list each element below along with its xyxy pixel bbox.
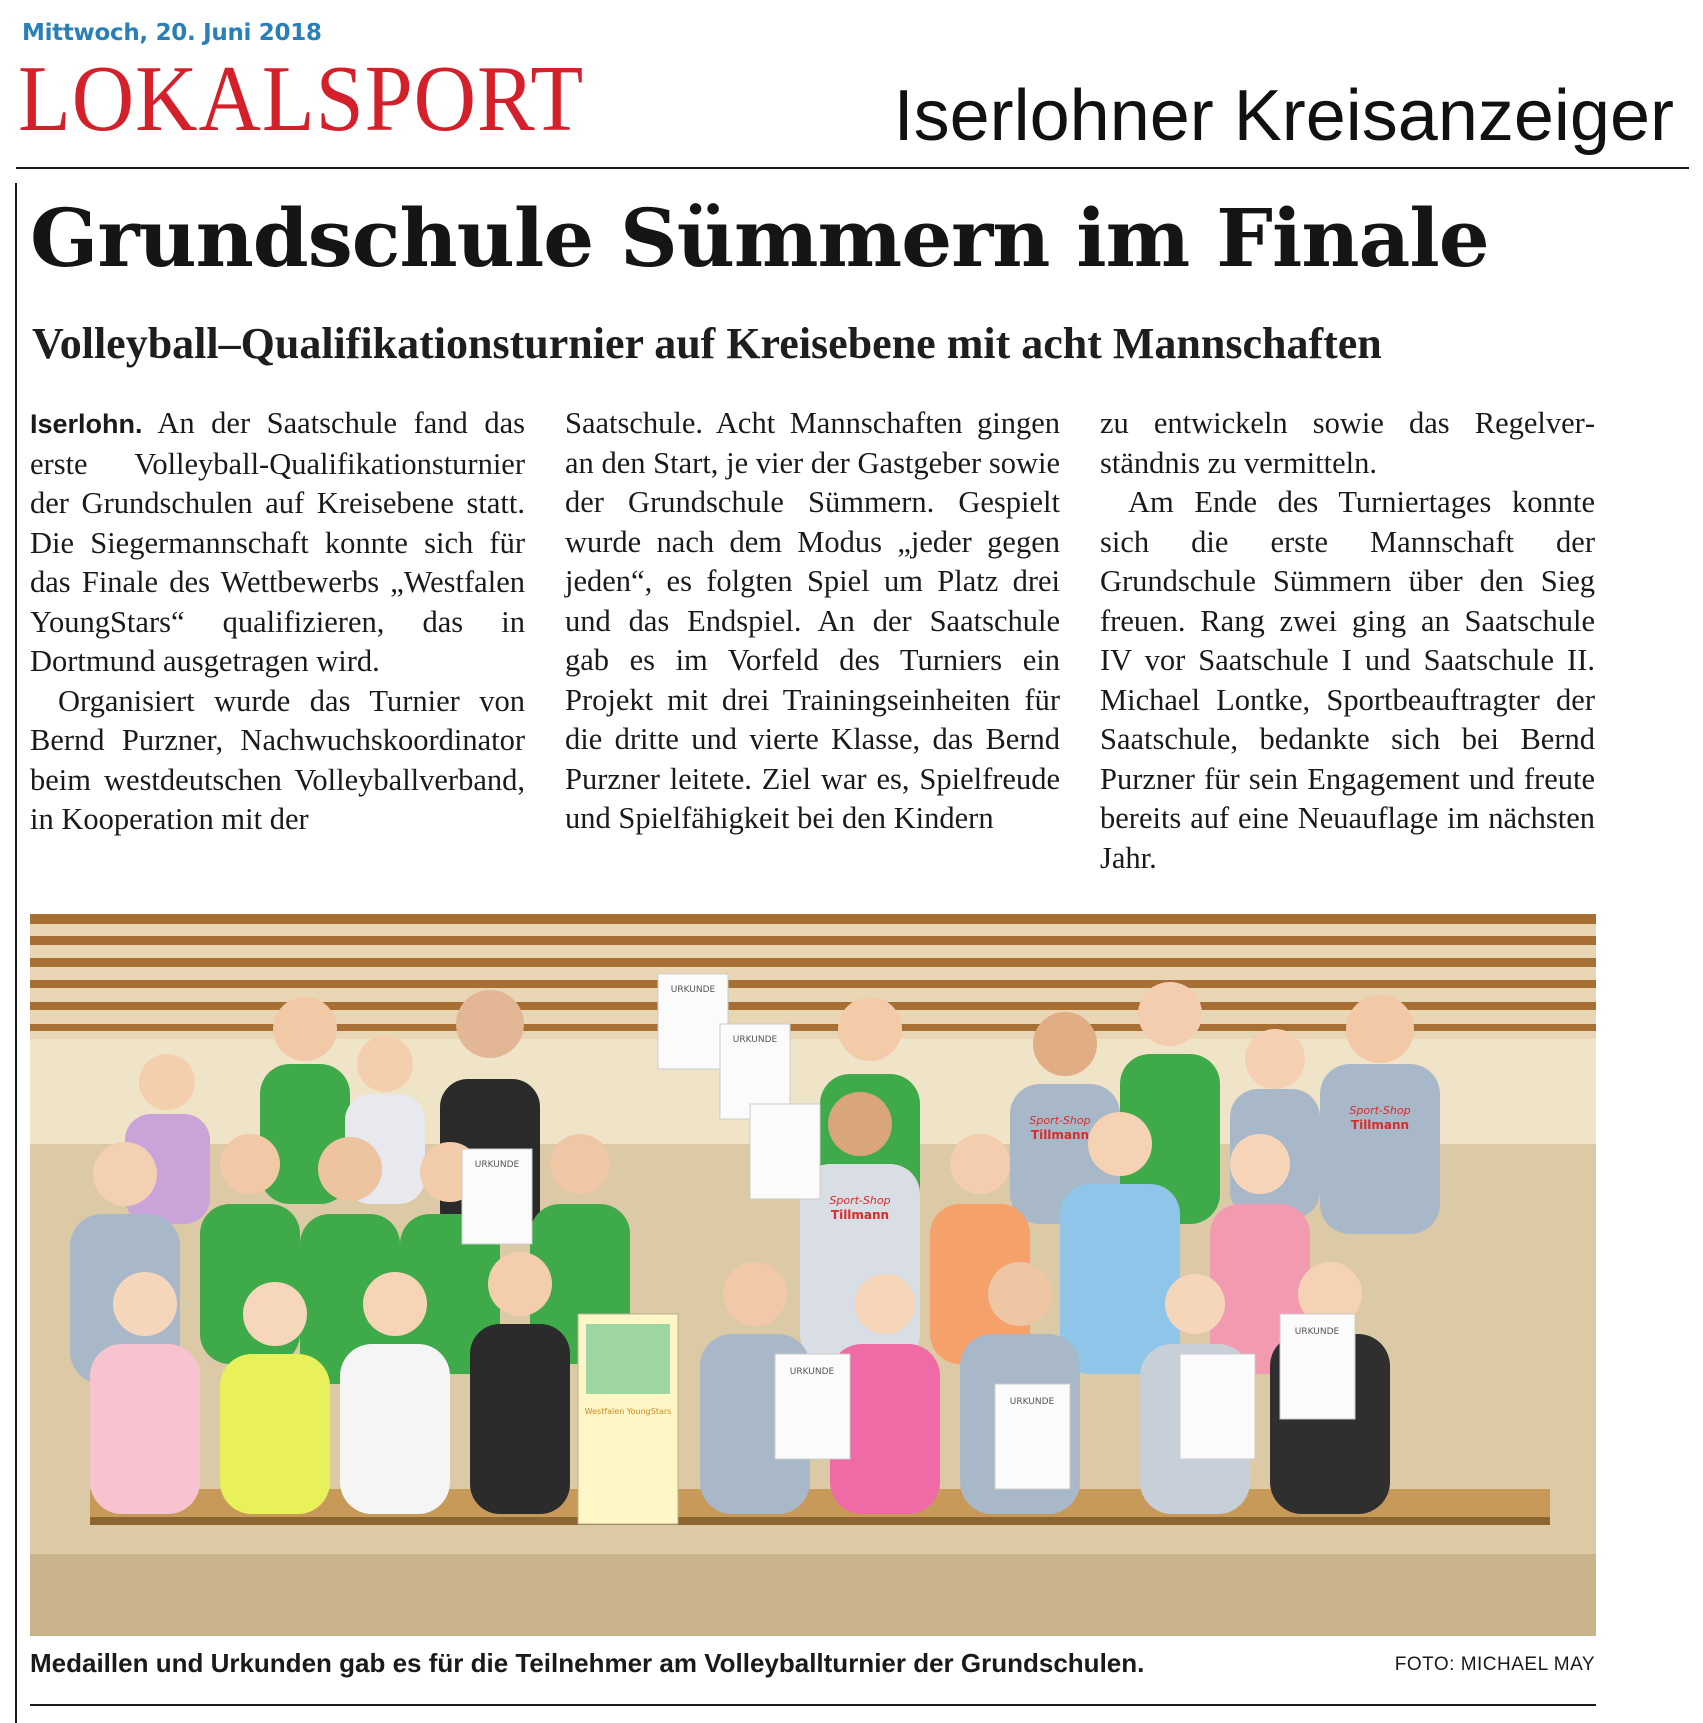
certificate-label: URKUNDE <box>1294 1327 1340 1337</box>
article-column-3 <box>1100 404 1595 884</box>
paragraph <box>30 404 525 682</box>
section-title: LOKALSPORT <box>18 47 585 151</box>
paragraph: Saatschule. Acht Mannschaften gingen an den Start, je vier der Gastgeber sowie der Grundschule Sümmern. Gespielt wurde nach dem Modus „jeder gegen jeden“, es folgten Spiel um Platz drei und das Endspiel. An der Saatschule gab es im Vorfeld des Turniers ein Projekt mit drei Trainingseinheiten für die dritte und vierte Klasse, das Bernd Purzner leitete. Ziel war es, Spielfreude und Spielfähigkeit bei den Kindern <box>565 406 1060 835</box>
shirt-print: Sport-Shop <box>1349 1104 1411 1117</box>
paragraph: Organisiert wurde das Turnier von Bernd Purzner, Nachwuchskoordinator beim westdeutschen Volleyballverband, in Kooperation mit der <box>30 683 525 836</box>
publisher-name: Iserlohner Kreisanzeiger <box>893 76 1674 156</box>
paragraph-text: An der Saatschule fand das erste Volleyball-Qualifikationsturnier der Grundschulen auf Kreisebene statt. Die Siegermannschaft konnte sich für das Finale des Wettbewerbs „Westfalen YoungStars“ qualifizieren, das in Dortmund ausgetragen wird. <box>30 406 525 678</box>
shirt-print: Sport-Shop <box>829 1194 891 1207</box>
article-headline: Grundschule Sümmern im Finale <box>30 191 1489 285</box>
certificate-label: URKUNDE <box>1009 1397 1055 1407</box>
shirt-print: Tillmann <box>1350 1118 1410 1132</box>
group-photo-illustration <box>30 914 1596 1636</box>
article-body <box>30 404 1595 884</box>
photo-credit: FOTO: MICHAEL MAY <box>1394 1654 1595 1675</box>
certificate-label: URKUNDE <box>732 1035 778 1045</box>
youngstars-poster <box>578 1314 678 1524</box>
bottom-divider <box>30 1704 1596 1706</box>
publication-date: Mittwoch, 20. Juni 2018 <box>22 20 322 46</box>
shirt-print: Tillmann <box>830 1208 890 1222</box>
paragraph: Am Ende des Turniertages konnte sich die erste Mannschaft der Grundschule Sümmern über den Sieg freuen. Rang zwei ging an Saatschule IV vor Saatschule I und Saatschule II. Michael Lontke, Sportbeauftragter der Saatschule, bedankte sich bei Bernd Purzner für sein Engagement und freute bereits auf eine Neuauflage im nächsten Jahr. <box>1100 485 1595 875</box>
article-column-2 <box>565 404 1060 884</box>
certificate-label: URKUNDE <box>670 985 716 995</box>
article-subheadline: Volleyball–Qualifikationsturnier auf Kreisebene mit acht Mannschaften <box>32 319 1382 368</box>
poster-text: Westfalen YoungStars <box>584 1407 672 1416</box>
top-divider <box>16 167 1689 169</box>
group-photo <box>30 914 1596 1636</box>
photo-caption: Medaillen und Urkunden gab es für die Teilnehmer am Volleyballturnier der Grundschulen. <box>30 1648 1145 1678</box>
dateline: Iserlohn. <box>30 409 143 439</box>
left-divider <box>15 183 17 1723</box>
paragraph: zu entwickeln sowie das Regelverständnis zu vermitteln. <box>1100 406 1595 480</box>
certificate-label: URKUNDE <box>789 1367 835 1377</box>
article-column-1 <box>30 404 525 884</box>
shirt-print: Tillmann <box>1030 1128 1090 1142</box>
certificate-label: URKUNDE <box>474 1160 520 1170</box>
shirt-print: Sport-Shop <box>1029 1114 1091 1127</box>
